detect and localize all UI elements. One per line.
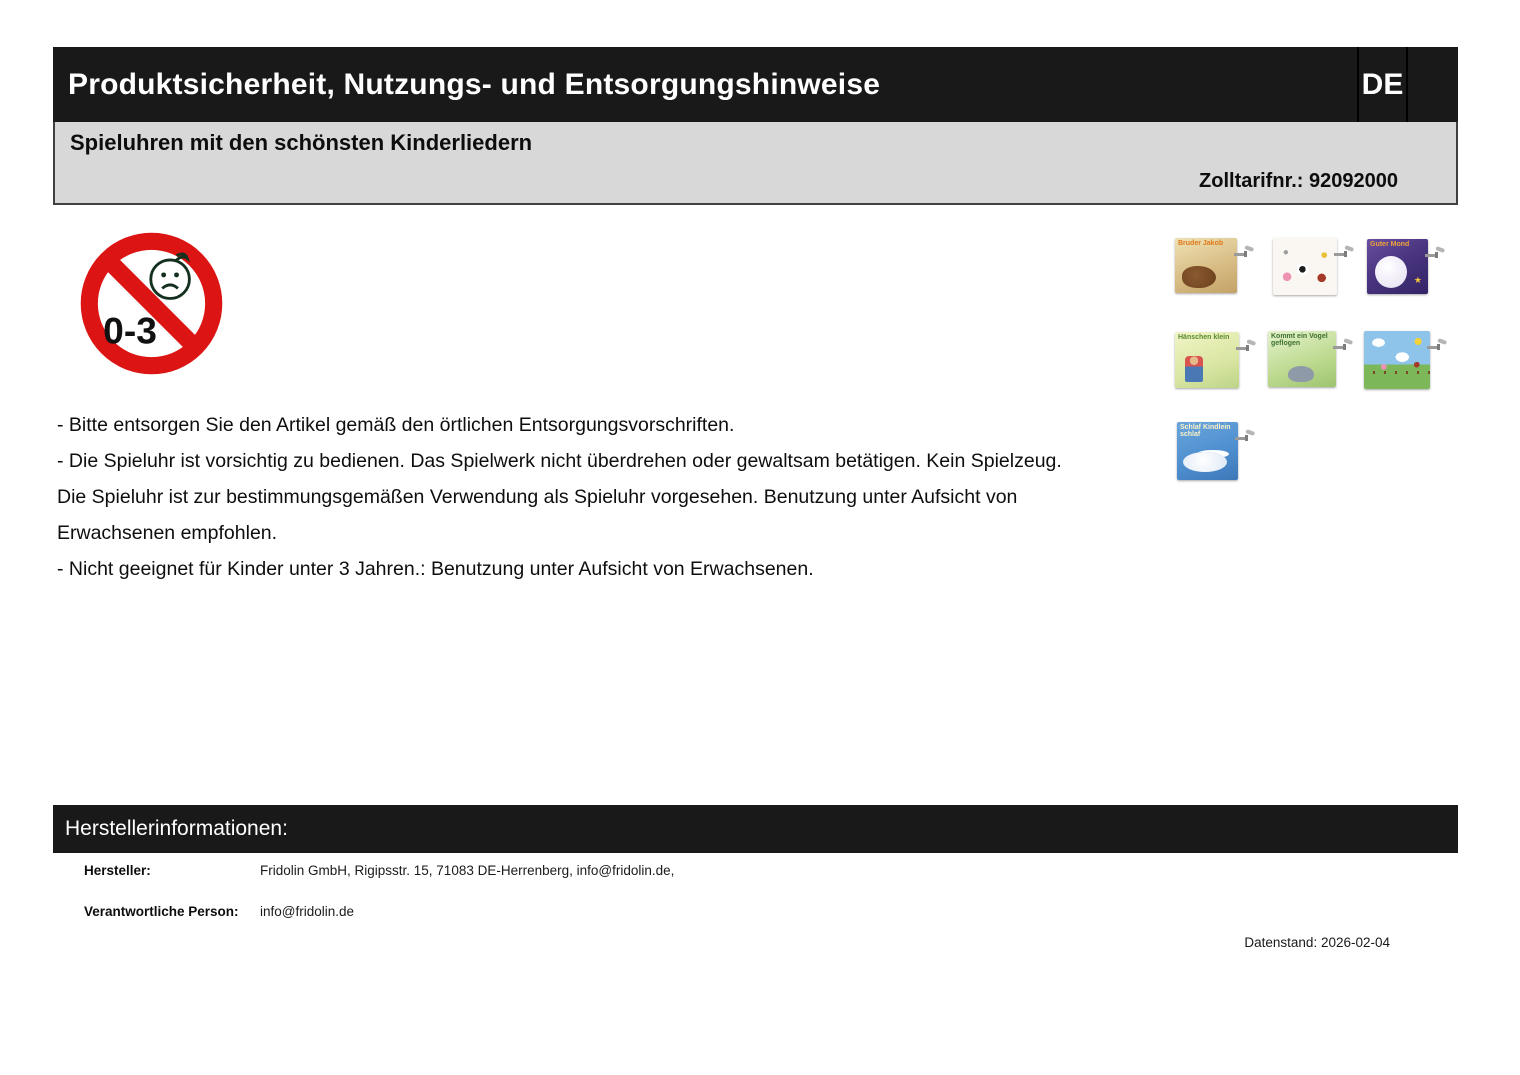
music-box-title: Schlaf Kindlein schlaf: [1180, 424, 1231, 438]
manufacturer-label: Hersteller:: [84, 863, 151, 878]
page-title: Produktsicherheit, Nutzungs- und Entsorgungshinweise: [68, 67, 881, 101]
manufacturer-section-title: Herstellerinformationen:: [65, 817, 288, 840]
language-badge: DE: [1357, 47, 1408, 122]
music-box-guter-mond: [1367, 239, 1428, 294]
crank-handle-icon: [1427, 337, 1449, 357]
music-box-haenschen-klein: [1175, 332, 1239, 388]
crank-handle-icon: [1333, 337, 1355, 357]
music-box-cow-farm: [1364, 331, 1430, 389]
instruction-line: - Die Spieluhr ist vorsichtig zu bedienen. Das Spielwerk nicht überdrehen oder gewaltsam betätigen. Kein Spielzeug. Die Spieluhr ist zur bestimmungsgemäßen Verwendung als Spieluhr vorgesehen. Benutzung unter Aufsicht von Erwachsenen empfohlen.: [57, 450, 1062, 544]
age-warning-icon: [80, 232, 223, 375]
responsible-person-value: info@fridolin.de: [260, 904, 355, 919]
crank-handle-icon: [1234, 244, 1256, 264]
header-bar: [53, 47, 1458, 122]
safety-instructions: [57, 407, 1072, 587]
no-children-under-3-icon: [80, 232, 223, 375]
crank-handle-icon: [1235, 428, 1257, 448]
age-range-label: 0-3: [103, 309, 157, 352]
crank-handle-icon: [1236, 338, 1258, 358]
crank-handle-icon: [1334, 244, 1356, 264]
star-icon: ★: [1413, 275, 1422, 285]
crank-handle-icon: [1425, 245, 1447, 265]
subheader-bar: [53, 122, 1458, 205]
manufacturer-value: Fridolin GmbH, Rigipsstr. 15, 71083 DE-Herrenberg, info@fridolin.de,: [260, 863, 675, 878]
music-box-title: Bruder Jakob: [1178, 240, 1224, 247]
music-box-title: Kommt ein Vogel geflogen: [1271, 333, 1328, 347]
music-box-title: Guter Mond: [1370, 241, 1410, 248]
product-name: Spieluhren mit den schönsten Kinderliedern: [70, 130, 533, 155]
data-status-date: Datenstand: 2026-02-04: [1244, 935, 1390, 950]
tariff-number: Zolltarifnr.: 92092000: [1199, 170, 1398, 192]
music-box-farm-animals: [1273, 238, 1337, 295]
music-box-title: Hänschen klein: [1178, 334, 1230, 341]
instruction-line: - Nicht geeignet für Kinder unter 3 Jahren.: Benutzung unter Aufsicht von Erwachsenen.: [57, 558, 814, 580]
responsible-person-label: Verantwortliche Person:: [84, 904, 239, 919]
manufacturer-section-bar: [53, 805, 1458, 853]
music-box-bruder-jakob: [1175, 238, 1237, 293]
instruction-line: - Bitte entsorgen Sie den Artikel gemäß den örtlichen Entsorgungsvorschriften.: [57, 414, 735, 436]
music-box-kommt-ein-vogel: [1268, 331, 1336, 387]
music-box-schlaf-kindlein: [1177, 422, 1238, 480]
